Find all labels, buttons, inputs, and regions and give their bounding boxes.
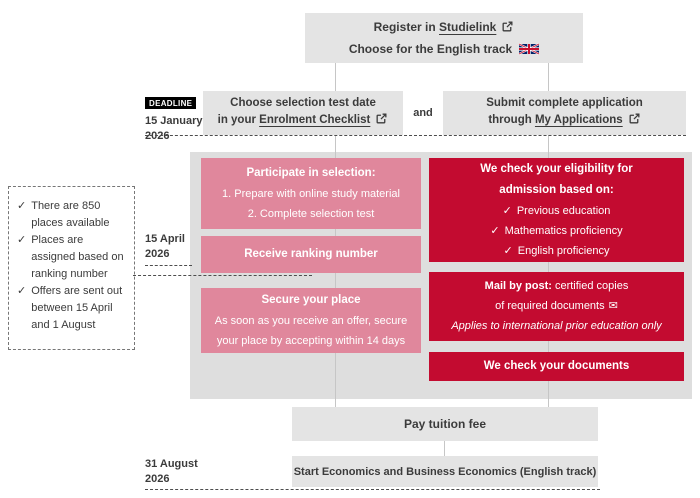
deadline-date-line1: 15 January: [145, 115, 203, 127]
secure-place-title: Secure your place: [261, 294, 361, 306]
external-link-icon[interactable]: [375, 112, 388, 131]
mail-lead: Mail by post:: [484, 280, 555, 292]
eligibility-box: [429, 158, 684, 262]
mail-rest: certified copies: [554, 280, 629, 292]
april-dashed-line: [145, 265, 192, 266]
mail-line1: [485, 276, 629, 296]
studielink-link[interactable]: Studielink: [439, 20, 497, 34]
april-date-line2: 2026: [145, 248, 170, 260]
eligibility-item: [503, 201, 611, 221]
and-label: and: [413, 107, 433, 119]
mail-note: Applies to international prior education only: [451, 320, 662, 332]
eligibility-title2: admission based on:: [499, 184, 614, 196]
pay-tuition-box: [292, 407, 598, 441]
deadline-badge: DEADLINE: [145, 97, 196, 109]
april-date-label: [145, 232, 185, 262]
register-text: Register in: [373, 20, 439, 34]
eligibility-item: [490, 221, 622, 241]
my-applications-prefix: through: [488, 114, 535, 126]
english-track-text: Choose for the English track: [348, 42, 513, 56]
ranking-box: [201, 236, 421, 273]
choose-test-date-line1: Choose selection test date: [230, 97, 376, 109]
submit-application-box: [443, 91, 686, 135]
mail-by-post-box: [429, 272, 684, 341]
mail-documents-text: of required documents: [495, 300, 605, 312]
register-line1: [374, 17, 515, 39]
mail-line2: [495, 296, 618, 316]
check-icon: ✓: [503, 245, 513, 257]
submit-application-line1: Submit complete application: [486, 97, 643, 109]
participate-title: Participate in selection:: [246, 167, 376, 179]
secure-place-box: [201, 288, 421, 353]
side-note-text: Places are assigned based on ranking number: [31, 234, 124, 280]
august-date-line1: 31 August: [145, 458, 198, 470]
eligibility-text: English proficiency: [517, 245, 610, 257]
deadline-dashed-line: [145, 135, 686, 136]
submit-application-line2: [488, 112, 640, 131]
choose-test-date-box: [203, 91, 403, 135]
participate-box: [201, 158, 421, 229]
check-icon: ✓: [502, 205, 512, 217]
ranking-title: Receive ranking number: [244, 248, 378, 260]
checklist-prefix: in your: [217, 114, 260, 126]
secure-place-line1: As soon as you receive an offer, secure: [214, 315, 408, 327]
register-line2: [349, 39, 539, 59]
august-dashed-line: [145, 489, 600, 490]
august-date-line2: 2026: [145, 473, 170, 485]
april-date-line1: 15 April: [145, 233, 185, 245]
side-note-item: [17, 198, 126, 232]
side-note-text: Offers are sent out between 15 April and 1 August: [31, 285, 123, 331]
side-note-text: There are 850 places available: [31, 200, 110, 229]
deadline-date-line2: 2026: [145, 130, 170, 142]
start-program-label: Start Economics and Business Economics (English track): [293, 465, 597, 478]
choose-test-date-line2: [218, 112, 389, 131]
pay-tuition-label: Pay tuition fee: [403, 417, 486, 431]
check-icon: ✓: [17, 234, 27, 246]
eligibility-text: Mathematics proficiency: [504, 225, 623, 237]
check-icon: ✓: [490, 225, 500, 237]
side-note-item: [17, 232, 126, 283]
august-date-label: [145, 457, 198, 487]
participate-step2: 2. Complete selection test: [247, 208, 375, 220]
uk-flag-icon: [519, 43, 539, 55]
register-box: [305, 13, 583, 63]
side-note-item: [17, 283, 126, 334]
external-link-icon[interactable]: [628, 112, 641, 131]
check-icon: ✓: [17, 285, 27, 297]
envelope-icon: ✉: [608, 300, 618, 312]
external-link-icon[interactable]: [501, 19, 514, 39]
eligibility-title1: We check your eligibility for: [480, 163, 633, 175]
eligibility-item: [504, 241, 610, 261]
connector-line-bottom: [444, 441, 445, 457]
check-icon: ✓: [17, 200, 27, 212]
check-documents-box: [429, 352, 684, 381]
check-documents-title: We check your documents: [483, 360, 630, 372]
start-program-box: [292, 456, 598, 487]
eligibility-text: Previous education: [516, 205, 611, 217]
participate-step1: 1. Prepare with online study material: [222, 188, 400, 200]
deadline-label-group: [145, 93, 205, 144]
my-applications-link[interactable]: My Applications: [534, 114, 623, 126]
side-note-dashed-line: [133, 275, 312, 276]
secure-place-line2: your place by accepting within 14 days: [216, 335, 406, 347]
side-note-box: [8, 186, 135, 350]
enrolment-checklist-link[interactable]: Enrolment Checklist: [259, 114, 371, 126]
